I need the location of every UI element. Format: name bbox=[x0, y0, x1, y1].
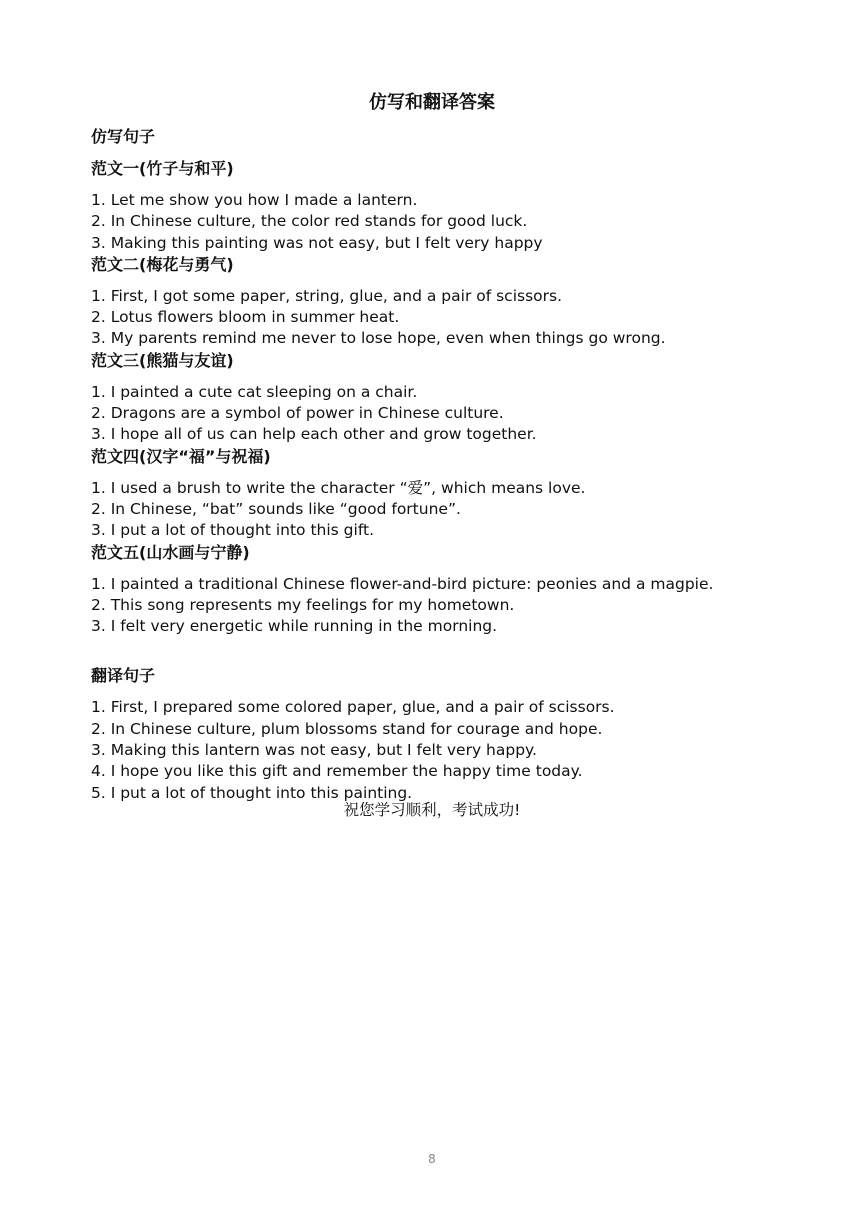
sentence-line: 2. Lotus flowers bloom in summer heat. bbox=[91, 308, 400, 327]
translation-line: 3. Making this lantern was not easy, but I felt very happy. bbox=[91, 741, 537, 760]
sentence-line: 2. Dragons are a symbol of power in Chinese culture. bbox=[91, 404, 504, 423]
translation-line: 1. First, I prepared some colored paper, glue, and a pair of scissors. bbox=[91, 698, 615, 717]
translation-line: 5. I put a lot of thought into this painting. bbox=[91, 783, 413, 802]
document-title: 仿写和翻译答案 bbox=[369, 92, 495, 113]
sentence-line: 1. I painted a cute cat sleeping on a chair. bbox=[91, 382, 418, 401]
sentence-line: 2. In Chinese culture, the color red stands for good luck. bbox=[91, 212, 528, 231]
document-body bbox=[91, 126, 791, 804]
sentence-line: 3. My parents remind me never to lose hope, even when things go wrong. bbox=[91, 329, 666, 348]
translation-line: 2. In Chinese culture, plum blossoms stand for courage and hope. bbox=[91, 719, 603, 738]
sentence-line: 3. I put a lot of thought into this gift. bbox=[91, 521, 375, 540]
section-heading-translation: 翻译句子 bbox=[91, 666, 156, 686]
passage-heading: 范文一(竹子与和平) bbox=[91, 159, 234, 178]
passage-heading: 范文四(汉字“福”与祝福) bbox=[91, 446, 271, 466]
sentence-line: 1. I used a brush to write the character “爱”, which means love. bbox=[91, 478, 586, 497]
sentence-line: 3. Making this painting was not easy, but I felt very happy bbox=[91, 233, 543, 252]
closing-wishes: 祝您学习顺利，考试成功! bbox=[343, 801, 521, 819]
passage-heading: 范文五(山水画与宁静) bbox=[91, 542, 250, 562]
passage-sentences bbox=[91, 382, 791, 446]
section-spacer bbox=[91, 637, 791, 665]
passage-sentences bbox=[91, 574, 791, 638]
section-heading-imitation: 仿写句子 bbox=[91, 127, 156, 146]
passage-sentences bbox=[91, 478, 791, 542]
page-number: 8 bbox=[428, 1152, 436, 1166]
translation-sentences bbox=[91, 697, 791, 803]
sentence-line: 3. I hope all of us can help each other and grow together. bbox=[91, 425, 537, 444]
sentence-line: 1. I painted a traditional Chinese flower-and-bird picture: peonies and a magpie. bbox=[91, 574, 714, 593]
sentence-line: 1. Let me show you how I made a lantern. bbox=[91, 191, 418, 209]
passage-heading: 范文三(熊猫与友谊) bbox=[91, 350, 234, 370]
sentence-line: 2. This song represents my feelings for my hometown. bbox=[91, 595, 515, 614]
translation-line: 4. I hope you like this gift and remember the happy time today. bbox=[91, 762, 583, 781]
passage-sentences bbox=[91, 286, 791, 350]
sentence-line: 2. In Chinese, “bat” sounds like “good fortune”. bbox=[91, 499, 461, 518]
sentence-line: 1. First, I got some paper, string, glue, and a pair of scissors. bbox=[91, 286, 563, 305]
passage-heading: 范文二(梅花与勇气) bbox=[91, 254, 234, 274]
passage-sentences bbox=[91, 190, 791, 254]
sentence-line: 3. I felt very energetic while running in the morning. bbox=[91, 617, 498, 636]
